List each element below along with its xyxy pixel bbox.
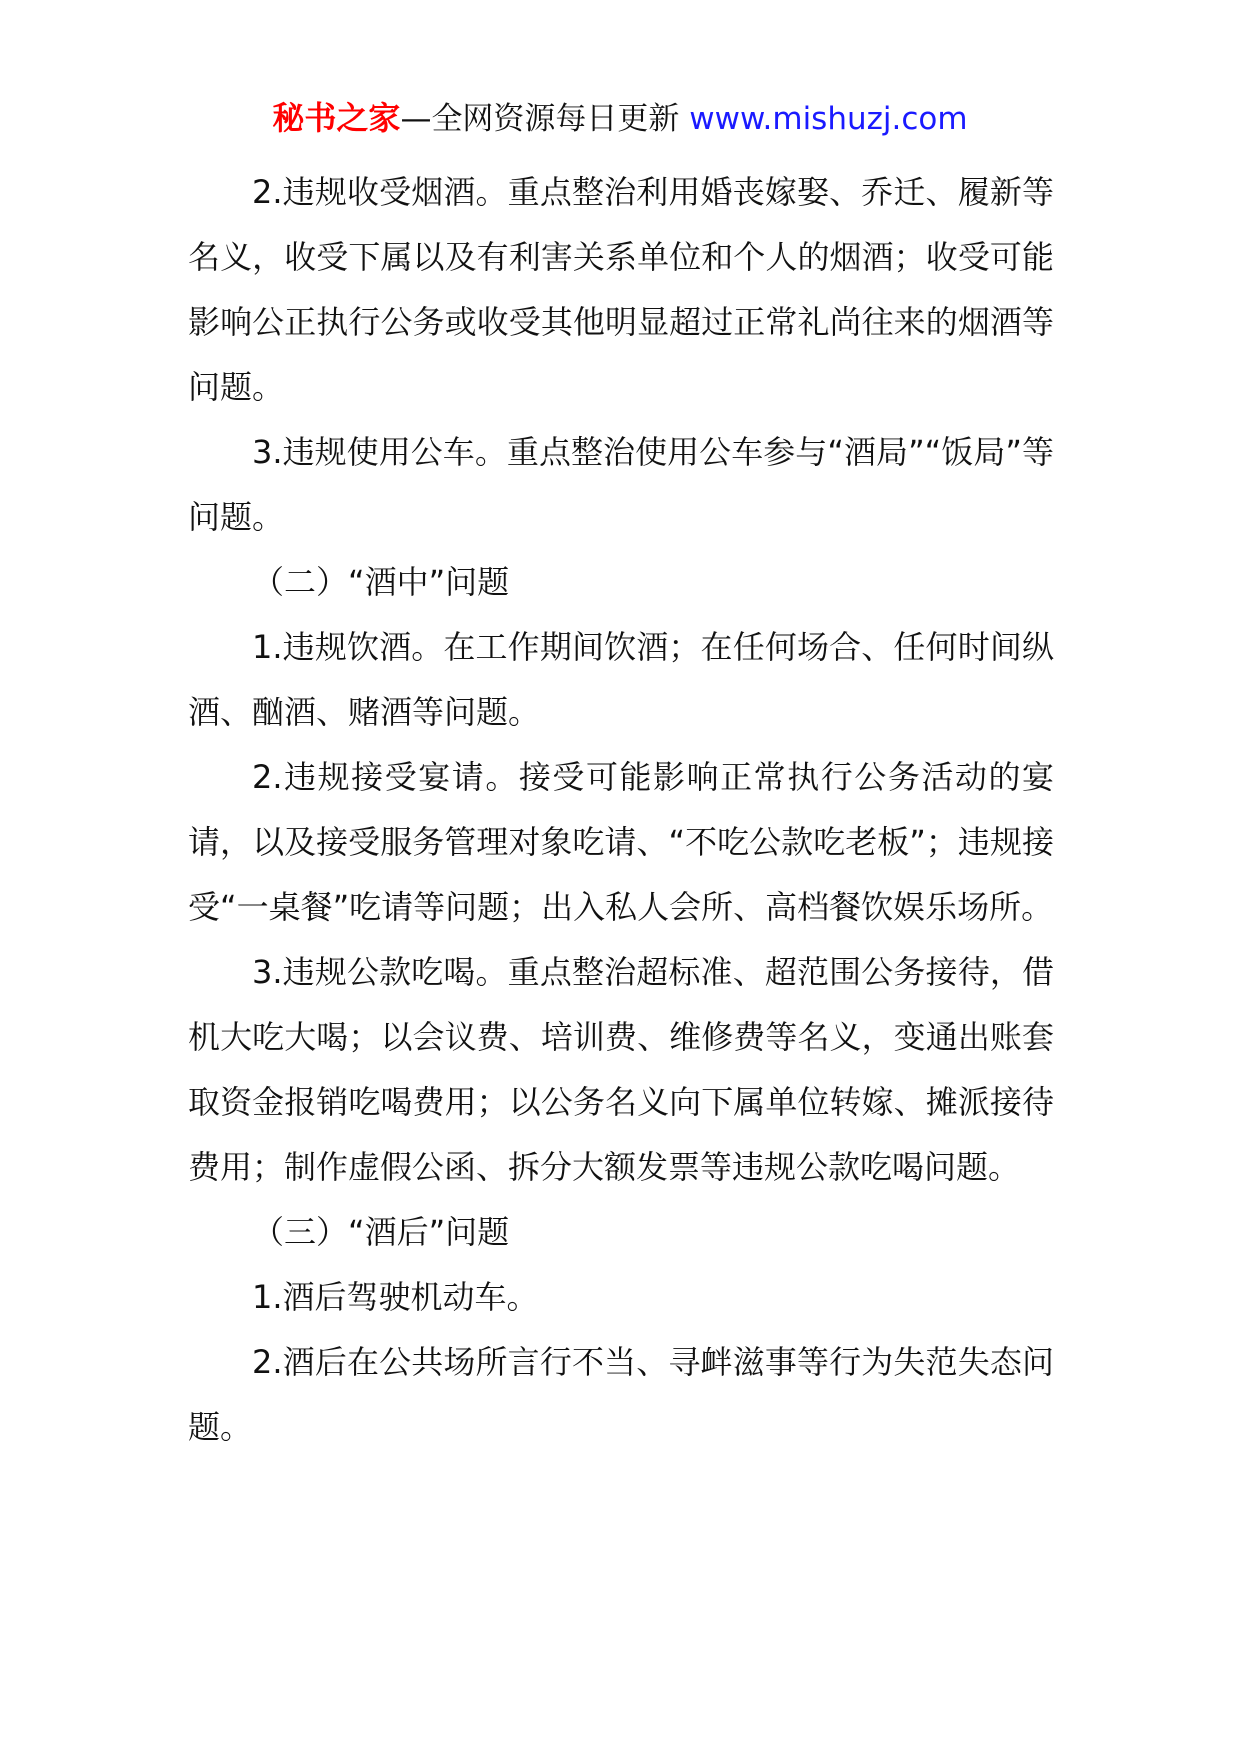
site-brand: 秘书之家 bbox=[272, 99, 401, 137]
section-heading-after-drinking: （三）“酒后”问题 bbox=[252, 1213, 510, 1251]
paragraph-item-2-banquets: 2.违规接受宴请。接受可能影响正常执行公务活动的宴请，以及接受服务管理对象吃请、“不吃公款吃老板”；违规接受“一桌餐”吃请等问题；出入私人会所、高档餐饮娱乐场所。 bbox=[188, 758, 1054, 926]
paragraph-item-2-misconduct: 2.酒后在公共场所言行不当、寻衅滋事等行为失范失态问题。 bbox=[188, 1343, 1054, 1446]
paragraph-item-3-official-car: 3.违规使用公车。重点整治使用公车参与“酒局”“饭局”等问题。 bbox=[188, 433, 1054, 536]
page-header bbox=[0, 98, 1240, 139]
section-heading-during-drinking: （二）“酒中”问题 bbox=[252, 563, 510, 601]
site-tagline: —全网资源每日更新 bbox=[400, 101, 690, 137]
paragraph-item-1-drunk-driving: 1.酒后驾驶机动车。 bbox=[252, 1278, 539, 1316]
document-body bbox=[188, 160, 1054, 1460]
paragraph-item-3-public-funds: 3.违规公款吃喝。重点整治超标准、超范围公务接待，借机大吃大喝；以会议费、培训费、维修费等名义，变通出账套取资金报销吃喝费用；以公务名义向下属单位转嫁、摊派接待费用；制作虚假公函、拆分大额发票等违规公款吃喝问题。 bbox=[188, 953, 1054, 1186]
paragraph-item-2-tobacco-alcohol: 2.违规收受烟酒。重点整治利用婚丧嫁娶、乔迁、履新等名义，收受下属以及有利害关系单位和个人的烟酒；收受可能影响公正执行公务或收受其他明显超过正常礼尚往来的烟酒等问题。 bbox=[188, 173, 1054, 406]
paragraph-item-1-drinking: 1.违规饮酒。在工作期间饮酒；在任何场合、任何时间纵酒、酗酒、赌酒等问题。 bbox=[188, 628, 1054, 731]
site-url[interactable]: www.mishuzj.com bbox=[689, 101, 968, 137]
